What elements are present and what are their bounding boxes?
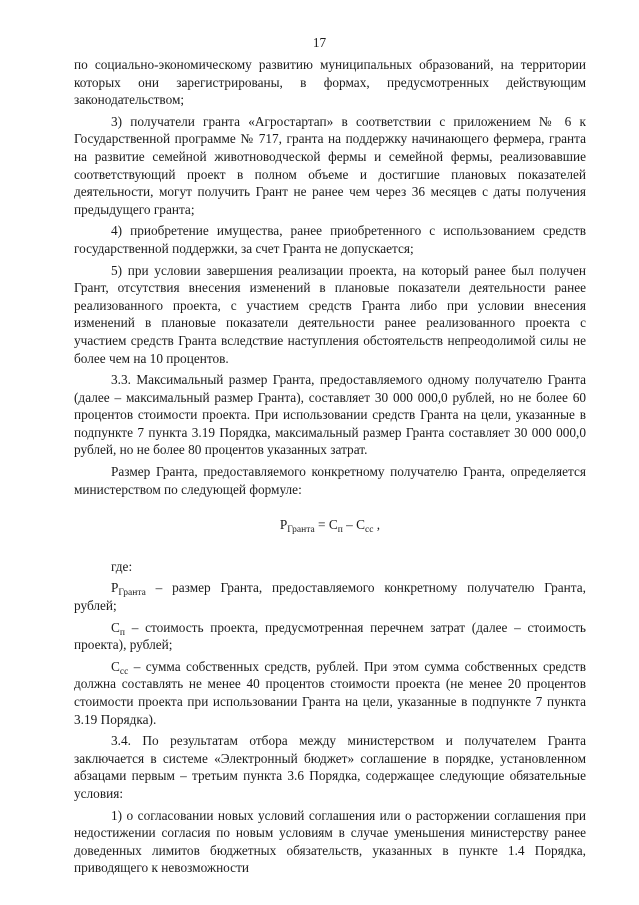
paragraph-condition-1: 1) о согласовании новых условий соглашения или о расторжении соглашения при недостижении согласия по новым условиям в случае уменьшения министерству ранее доведенных лимитов бюджетных обязательств, указанных в пункте 1.4 Порядка, приводящего к невозможности <box>74 807 586 876</box>
paragraph-item-4: 4) приобретение имущества, ранее приобретенного с использованием средств государственной поддержки, за счет Гранта не допускается; <box>74 223 586 256</box>
def3-text: – сумма собственных средств, рублей. При этом сумма собственных средств должна составлять не менее 40 процентов стоимости проекта (не менее 20 процентов стоимости проекта при использовании Гранта на цели, указанные в подпункте 7 пункта 3.19 Порядка). <box>74 658 586 727</box>
paragraph-3-4: 3.4. По результатам отбора между министерством и получателем Гранта заключается в системе «Электронный бюджет» соглашение в порядке, установленном абзацами первым – третьим пункта 3.6 Порядка, содержащее следующие обязательные условия: <box>74 733 586 801</box>
formula-term2: С <box>356 517 366 533</box>
formula-minus: – <box>342 517 357 533</box>
def1-symbol: Р <box>111 580 119 596</box>
document-body <box>74 56 586 877</box>
formula-lhs: Р <box>279 517 288 533</box>
definition-own-funds <box>74 658 586 728</box>
formula-term1-sub: п <box>337 525 343 536</box>
formula-term2-sub: сс <box>365 525 374 536</box>
def3-sub: сс <box>119 666 129 677</box>
formula-tail: , <box>373 517 381 533</box>
definition-project-cost <box>74 619 586 654</box>
definition-grant-size <box>74 579 586 614</box>
paragraph-3-3: 3.3. Максимальный размер Гранта, предоставляемого одному получателю Гранта (далее – максимальный размер Гранта), составляет 30 000 000,0 рублей, но не более 60 процентов стоимости проекта. При использовании средств Гранта на цели, указанные в подпункте 7 пункта 3.19 Порядка, максимальный размер Гранта составляет 30 000 000,0 рублей, но не более 80 процентов указанных затрат. <box>74 372 586 458</box>
paragraph-item-5: 5) при условии завершения реализации проекта, на который ранее был получен Грант, отсутствия внесения изменений в плановые показатели деятельности ранее реализованного проекта, с участием средств Гранта либо при условии внесения изменений в плановые показатели деятельности ранее реализованного проекта с участием средств Гранта вследствие наступления обстоятельств непреодолимой силы не более чем на 10 процентов. <box>74 262 586 366</box>
paragraph-item-3: 3) получатели гранта «Агростартап» в соответствии с приложением № 6 к Государственной программе № 717, гранта на поддержку начинающего фермера, гранта на развитие семейной животноводческой фермы и семейной фермы, реализовавшие соответствующий проект в полном объеме и достигшие плановых показателей деятельности, могут получить Грант не ранее чем через 36 месяцев с даты получения предыдущего гранта; <box>74 113 586 217</box>
def2-text: – стоимость проекта, предусмотренная перечнем затрат (далее – стоимость проекта), рублей; <box>74 619 586 653</box>
page-number: 17 <box>312 35 327 50</box>
def1-text: – размер Гранта, предоставляемого конкретному получателю Гранта, рублей; <box>74 580 586 614</box>
formula-term1: С <box>328 517 338 533</box>
paragraph-continuation: по социально-экономическому развитию муниципальных образований, на территории которых они зарегистрированы, в формах, предусмотренных действующим законодательством; <box>74 57 586 108</box>
grant-formula <box>74 516 586 534</box>
formula-lhs-sub: Гранта <box>287 525 315 536</box>
def2-symbol: С <box>111 619 120 635</box>
paragraph-where: где: <box>111 558 133 574</box>
formula-equals: = <box>314 517 329 533</box>
paragraph-formula-intro: Размер Гранта, предоставляемого конкретному получателю Гранта, определяется министерством по следующей формуле: <box>74 464 586 497</box>
def1-sub: Гранта <box>118 588 146 599</box>
def2-sub: п <box>119 627 125 638</box>
def3-symbol: С <box>111 658 120 674</box>
